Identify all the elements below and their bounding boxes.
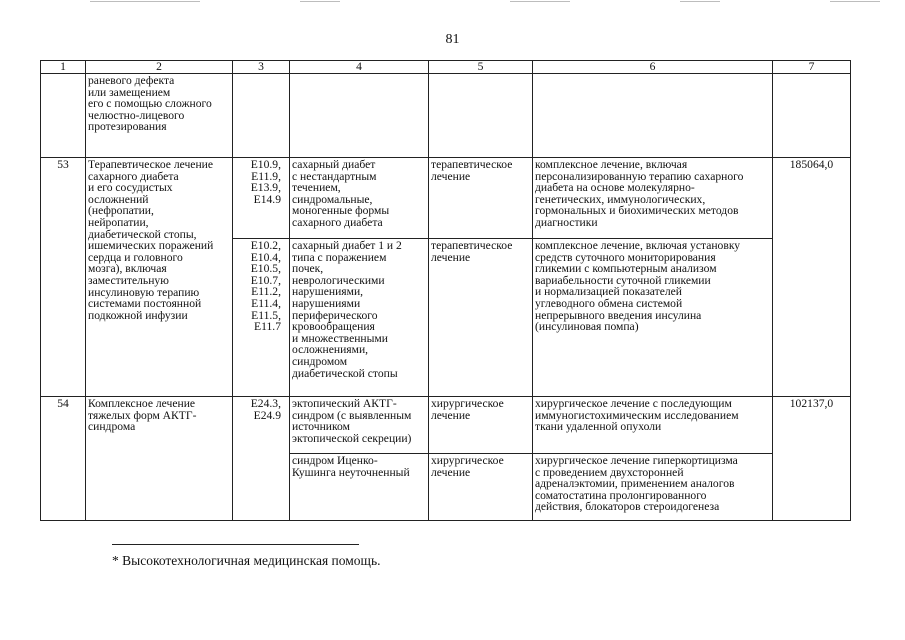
- treatment-method-cell: хирургическое лечение с последующим иммуногистохимическим исследованием ткани удаленной опухоли: [533, 397, 773, 454]
- patient-model-cell: [290, 74, 429, 158]
- icd-codes-cell: E10.2, E10.4, E10.5, E10.7, E11.2, E11.4, E11.5, E11.7: [233, 239, 290, 397]
- service-name-cell: Терапевтическое лечение сахарного диабета и его сосудистых осложнений (нефропатии, нейропатии, диабетической стопы, ишемических поражений сердца и головного мозга), включая заместительную инсулиновую терапию системами постоянной подкожной инфузии: [86, 158, 233, 397]
- column-number-row: [41, 61, 851, 74]
- icd-codes-cell: [233, 74, 290, 158]
- treatment-type-cell: [429, 74, 533, 158]
- treatment-type-cell: терапевтическое лечение: [429, 239, 533, 397]
- patient-model-cell: сахарный диабет 1 и 2 типа с поражением почек, неврологическими нарушениями, нарушениями периферического кровообращения и множественными осложнениями, синдромом диабетической стопы: [290, 239, 429, 397]
- patient-model-cell: эктопический АКТГ- синдром (с выявленным источником эктопической секреции): [290, 397, 429, 454]
- table-row: [41, 397, 851, 454]
- service-name-cell: раневого дефекта или замещением его с помощью сложного челюстно-лицевого протезирования: [86, 74, 233, 158]
- row-number-cell: 53: [41, 158, 86, 397]
- column-number: 6: [533, 61, 773, 74]
- icd-codes-cell: E10.9, E11.9, E13.9, E14.9: [233, 158, 290, 239]
- column-number: 2: [86, 61, 233, 74]
- footnote-separator: [112, 544, 359, 545]
- patient-model-cell: синдром Иценко- Кушинга неуточненный: [290, 454, 429, 521]
- patient-model-cell: сахарный диабет с нестандартным течением, синдромальные, моногенные формы сахарного диабета: [290, 158, 429, 239]
- scan-edge-line: [510, 1, 570, 2]
- cost-cell: 102137,0: [773, 397, 851, 521]
- table-row: [41, 158, 851, 239]
- treatment-method-cell: хирургическое лечение гиперкортицизма с проведением двухсторонней адреналэктомии, применением аналогов соматостатина пролонгированного действия, блокаторов стероидогенеза: [533, 454, 773, 521]
- column-number: 3: [233, 61, 290, 74]
- services-table: [40, 60, 851, 521]
- treatment-method-cell: комплексное лечение, включая персонализированную терапию сахарного диабета на основе молекулярно- генетических, иммунологических, гормональных и биохимических методов диагностики: [533, 158, 773, 239]
- footnote: * Высокотехнологичная медицинская помощь.: [112, 553, 381, 568]
- scan-edge-line: [680, 1, 720, 2]
- cost-cell: 185064,0: [773, 158, 851, 397]
- scan-edge-line: [90, 1, 200, 2]
- scan-edge-line: [300, 1, 340, 2]
- treatment-method-cell: комплексное лечение, включая установку средств суточного мониторирования гликемии с компьютерным анализом вариабельности суточной гликемии и нормализацией показателей углеводного обмена системой непрерывного введения инсулина (инсулиновая помпа): [533, 239, 773, 397]
- row-number-cell: [41, 74, 86, 158]
- treatment-type-cell: хирургическое лечение: [429, 397, 533, 454]
- cost-cell: [773, 74, 851, 158]
- column-number: 7: [773, 61, 851, 74]
- continuation-row: [41, 74, 851, 158]
- page-number: 81: [445, 32, 460, 47]
- column-number: 4: [290, 61, 429, 74]
- row-number-cell: 54: [41, 397, 86, 521]
- treatment-type-cell: терапевтическое лечение: [429, 158, 533, 239]
- column-number: 5: [429, 61, 533, 74]
- treatment-type-cell: хирургическое лечение: [429, 454, 533, 521]
- service-name-cell: Комплексное лечение тяжелых форм АКТГ- синдрома: [86, 397, 233, 521]
- scan-edge-line: [830, 1, 880, 2]
- column-number: 1: [41, 61, 86, 74]
- icd-codes-cell: E24.3, E24.9: [233, 397, 290, 521]
- treatment-method-cell: [533, 74, 773, 158]
